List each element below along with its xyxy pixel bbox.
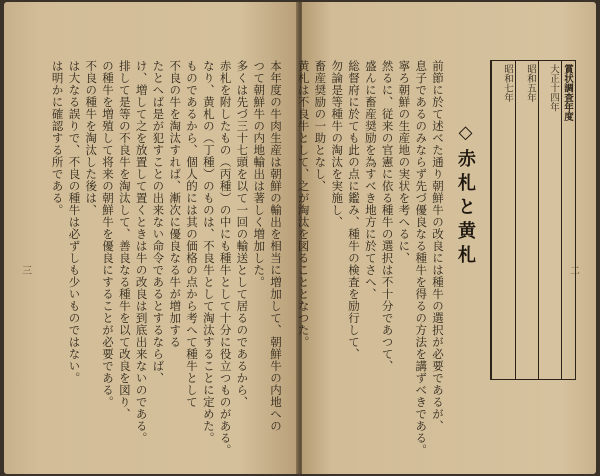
right-column: 盛んに畜産奨励を為すべき地方に於てさへ、 — [363, 60, 378, 300]
right-page-body — [295, 60, 446, 456]
left-page-body — [49, 60, 284, 456]
right-column: 然るに、従来の官憲に依る種牛の選択は不十分であつて、 — [380, 60, 395, 372]
left-page-number: 三 — [22, 266, 32, 277]
table-year-3: 昭和七年 — [491, 61, 515, 379]
section-heading: ◇赤札と黄札 — [455, 122, 476, 269]
table-title: 賞状調査年度 — [561, 61, 575, 379]
left-column: たとへば是が犯すことの出来ない命令であるとするならば、 — [151, 60, 166, 384]
left-column: なり、黄札の（丁種）のものは、不良牛として淘汰することに定めた。 — [201, 60, 216, 444]
left-page — [4, 2, 298, 474]
left-column: け、増して之を放置して置くときは牛の改良は到底出来ないのである。 — [134, 60, 149, 444]
open-book — [4, 2, 596, 474]
right-column: 勿論是等種牛の淘汰を実施し、 — [330, 60, 345, 228]
right-column: 息子であるのみならず先づ優良なる種牛を得るの方法を講ずべきである。 — [414, 60, 429, 456]
table-year-1: 大正十四年 — [538, 61, 561, 379]
table-year-2: 昭和五年 — [515, 61, 538, 379]
left-column: 不良の種牛を淘汰した後は、 — [84, 60, 99, 216]
left-column: ものであるから、個人的には其の価格の点から考へて種牛として — [185, 60, 200, 408]
right-column: 前節に於て述べた通り朝鮮牛の改良には種牛の選択が必要であるが、 — [431, 60, 445, 432]
left-column: 多くは先づ三十七頭を以て一回の輸送として居るのであるから、 — [235, 60, 250, 408]
livestock-table — [490, 60, 576, 380]
left-column: は大なる誤りで、不良の種牛は必ずしも少いものではない。 — [67, 60, 82, 384]
left-column: 本年度の牛肉生産は朝鮮の輸出を相当に増加して、朝鮮牛の内地への — [269, 60, 283, 432]
right-page-number: 二 — [570, 266, 580, 277]
left-column: つて朝鮮牛の内地輸出は著しく増加した。 — [252, 60, 267, 288]
left-column: の種牛を増殖して将来の朝鮮牛を優良にすることが必要である。 — [101, 60, 116, 408]
left-column: 排して是等の不良牛を淘汰して、善良なる種牛を以て改良を図り、 — [117, 60, 132, 420]
right-page — [296, 2, 596, 474]
right-column: 寧ろ朝鮮の生産地の実状を考へるに、 — [397, 60, 412, 264]
left-column: 赤札を附したもの（丙種）の中にも種牛として十分に役立つものがある。 — [218, 60, 233, 456]
right-column: 黄札は不良牛として、之が淘汰を図ることとなつた。 — [296, 60, 311, 348]
left-column: は明かに確認する所である。 — [50, 60, 65, 216]
right-column: 総督府に於ても此の点に鑑み、種牛の検査を励行して、 — [347, 60, 362, 360]
left-column: 不良の牛を淘汰すれば、漸次に優良なる牛が増加する — [168, 60, 183, 348]
right-column: 畜産奨励の一助となし、 — [313, 60, 328, 192]
